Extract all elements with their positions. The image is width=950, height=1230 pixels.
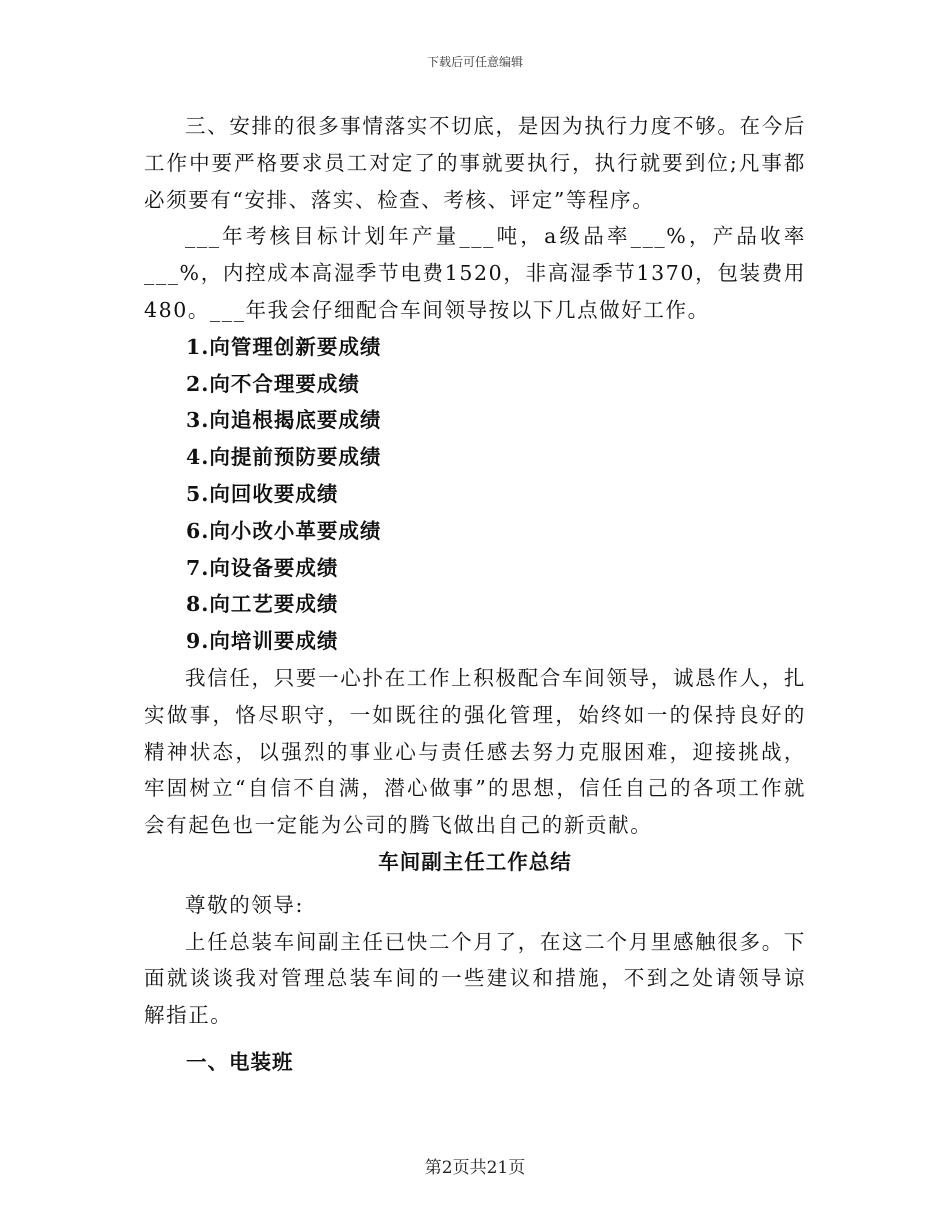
list-item: 2.向不合理要成绩 <box>186 371 360 396</box>
paragraph-intro: 上任总装车间副主任已快二个月了，在这二个月里感触很多。下面就谈谈我对管理总装车间的一些建议和措施，不到之处请领导谅解指正。 <box>144 929 806 1028</box>
list-item: 3.向追根揭底要成绩 <box>186 408 382 433</box>
list-item: 4.向提前预防要成绩 <box>186 445 382 470</box>
list-item: 6.向小改小革要成绩 <box>186 518 382 543</box>
subheading-electrical-team: 一、电装班 <box>186 1049 294 1074</box>
paragraph-commitment: 我信任，只要一心扑在工作上积极配合车间领导，诚恳作人，扎实做事，恪尽职守，一如既往的强化管理，始终如一的保持良好的精神状态，以强烈的事业心与责任感去努力克服困难，迎接挑战，牢固树立“自信不自满，潜心做事”的思想，信任自己的各项工作就会有起色也一定能为公司的腾飞做出自己的新贡献。 <box>144 665 806 838</box>
page-number: 第2页共21页 <box>424 1158 526 1178</box>
document-body <box>144 108 806 1081</box>
list-item: 7.向设备要成绩 <box>186 555 339 580</box>
list-item: 8.向工艺要成绩 <box>186 592 339 617</box>
list-item: 5.向回收要成绩 <box>186 481 339 506</box>
paragraph-execution: 三、安排的很多事情落实不切底，是因为执行力度不够。在今后工作中要严格要求员工对定了的事就要执行，执行就要到位;凡事都必须要有“安排、落实、检查、考核、评定”等程序。 <box>144 114 806 212</box>
greeting: 尊敬的领导: <box>185 892 305 917</box>
section-title: 车间副主任工作总结 <box>378 849 572 874</box>
list-item: 9.向培训要成绩 <box>186 629 339 654</box>
paragraph-targets: ___年考核目标计划年产量___吨，a级品率___%，产品收率___%，内控成本高湿季节电费1520，非高湿季节1370，包装费用480。___年我会仔细配合车间领导按以下几点做好工作。 <box>144 224 806 322</box>
list-item: 1.向管理创新要成绩 <box>186 334 382 359</box>
page-header-note: 下载后可任意编辑 <box>426 55 523 69</box>
